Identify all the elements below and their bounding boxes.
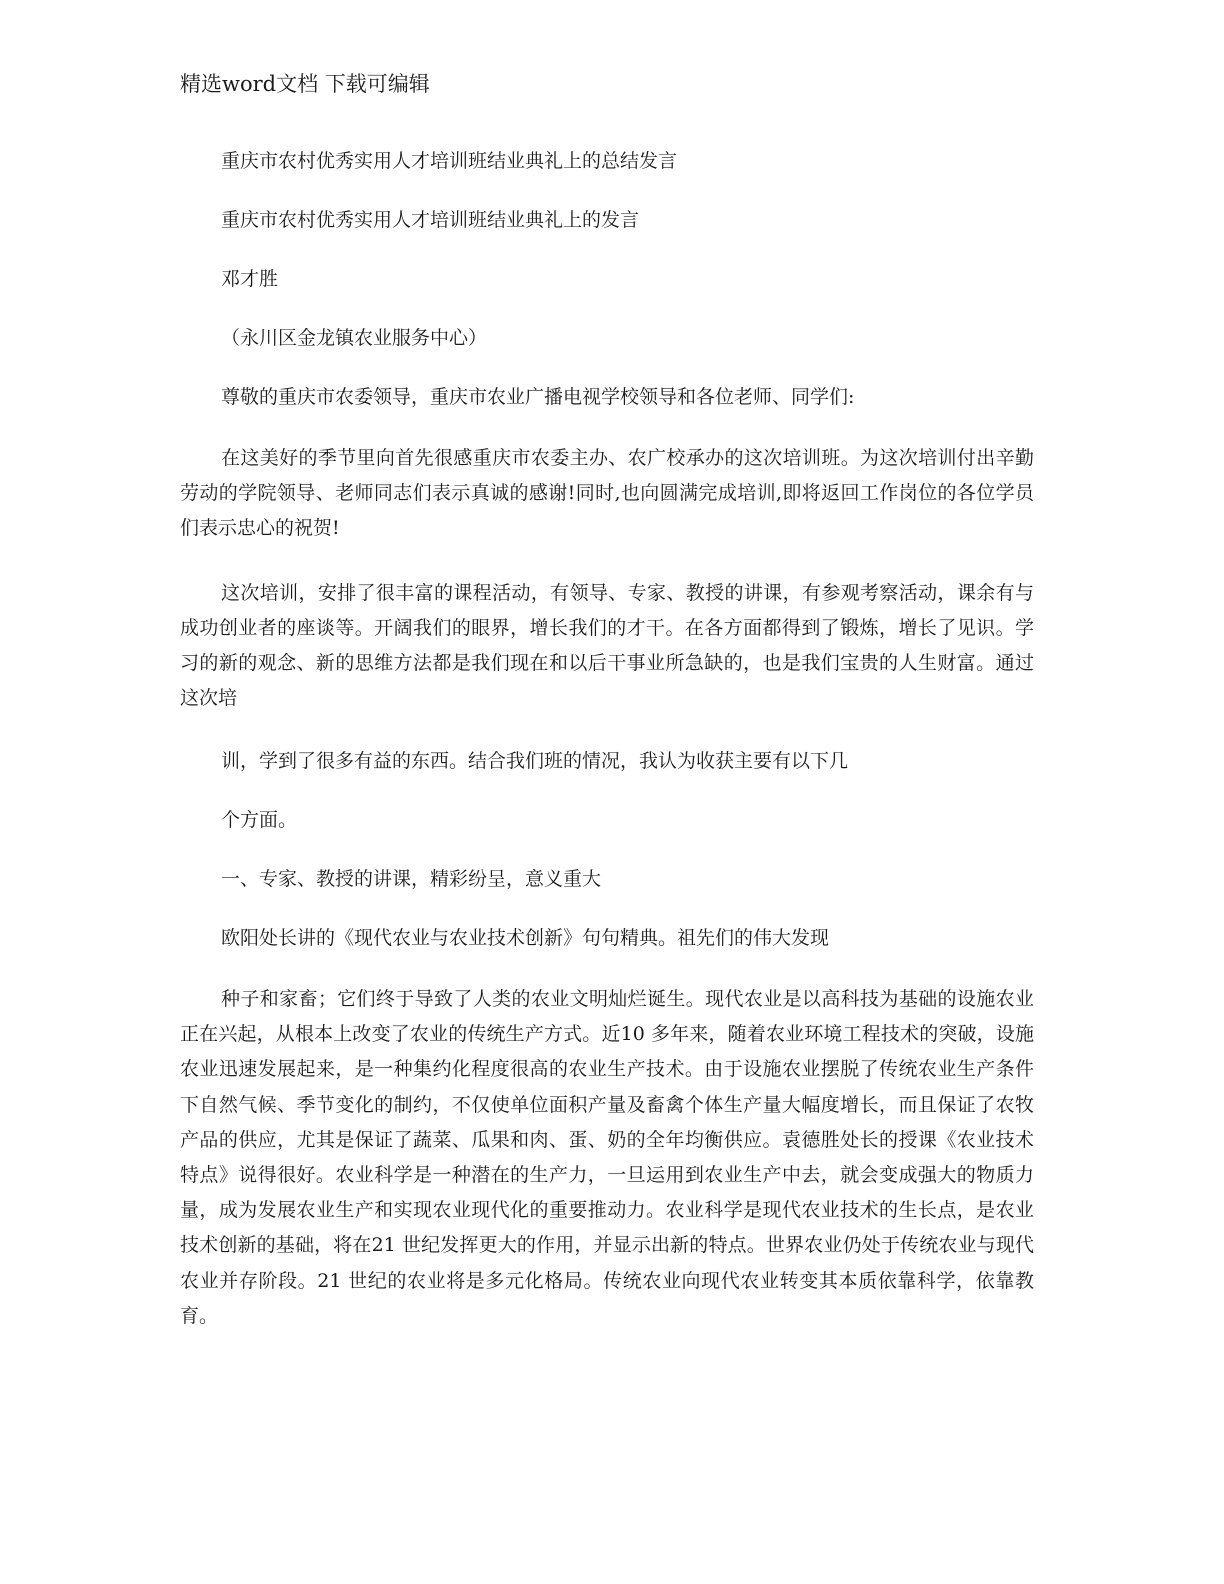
page-header: 精选word文档 下载可编辑	[180, 72, 430, 96]
section-heading: 一、专家、教授的讲课，精彩纷呈，意义重大	[221, 868, 602, 890]
author-paragraph: 邓才胜	[221, 268, 279, 290]
body-paragraph: 个方面。	[221, 809, 298, 831]
title-paragraph: 重庆市农村优秀实用人才培训班结业典礼上的总结发言	[221, 150, 678, 172]
affiliation-paragraph: （永川区金龙镇农业服务中心）	[221, 327, 488, 349]
body-paragraph: 这次培训，安排了很丰富的课程活动，有领导、专家、教授的讲课，有参观考察活动，课余有与成功创业者的座谈等。开阔我们的眼界，增长我们的才干。在各方面都得到了锻炼，增长了见识。学习的新的观念、新的思维方法都是我们现在和以后干事业所急缺的，也是我们宝贵的人生财富。通过这次培	[180, 582, 1034, 709]
salutation-paragraph: 尊敬的重庆市农委领导，重庆市农业广播电视学校领导和各位老师、同学们:	[221, 386, 855, 408]
body-paragraph: 训，学到了很多有益的东西。结合我们班的情况，我认为收获主要有以下几	[221, 750, 849, 772]
document-body	[180, 146, 1034, 1364]
subtitle-paragraph: 重庆市农村优秀实用人才培训班结业典礼上的发言	[221, 209, 640, 231]
body-paragraph: 在这美好的季节里向首先很感重庆市农委主办、农广校承办的这次培训班。为这次培训付出辛勤劳动的学院领导、老师同志们表示真诚的感谢!同时,也向圆满完成培训,即将返回工作岗位的各位学员们表示忠心的祝贺!	[180, 447, 1034, 539]
body-paragraph: 欧阳处长讲的《现代农业与农业技术创新》句句精典。祖先们的伟大发现	[221, 927, 830, 949]
body-paragraph: 种子和家畜；它们终于导致了人类的农业文明灿烂诞生。现代农业是以高科技为基础的设施农业正在兴起，从根本上改变了农业的传统生产方式。近10 多年来，随着农业环境工程技术的突破，设施农业迅速发展起来，是一种集约化程度很高的农业生产技术。由于设施农业摆脱了传统农业生产条件下自然气候、季节变化的制约，不仅使单位面积产量及畜禽个体生产量大幅度增长，而且保证了农牧产品的供应，尤其是保证了蔬菜、瓜果和肉、蛋、奶的全年均衡供应。袁德胜处长的授课《农业技术特点》说得很好。农业科学是一种潜在的生产力，一旦运用到农业生产中去，就会变成强大的物质力量，成为发展农业生产和实现农业现代化的重要推动力。农业科学是现代农业技术的生长点，是农业技术创新的基础，将在21 世纪发挥更大的作用，并显示出新的特点。世界农业仍处于传统农业与现代农业并存阶段。21 世纪的农业将是多元化格局。传统农业向现代农业转变其本质依靠科学，依靠教育。	[180, 988, 1034, 1327]
